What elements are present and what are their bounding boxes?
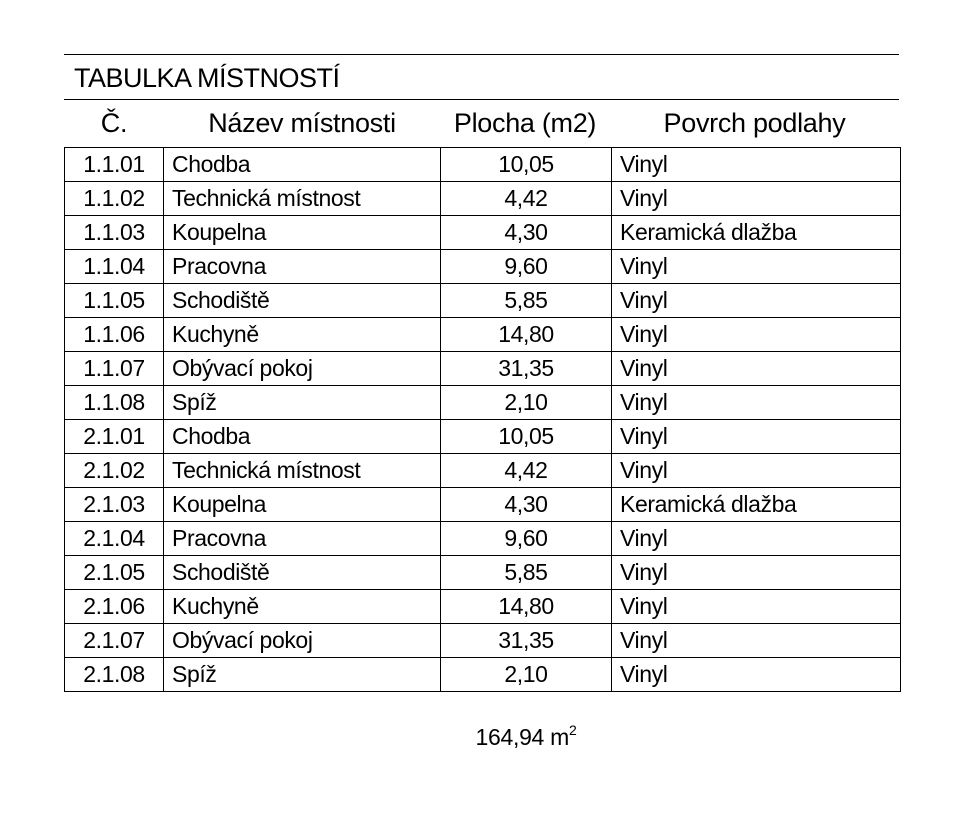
room-area-cell: 2,10	[441, 658, 612, 692]
room-floor-cell: Vinyl	[612, 284, 901, 318]
table-row	[65, 318, 901, 352]
room-area-cell: 31,35	[441, 624, 612, 658]
table-row	[65, 216, 901, 250]
header-room-name: Název místnosti	[208, 108, 396, 138]
room-floor-cell: Vinyl	[612, 590, 901, 624]
room-area-cell: 5,85	[441, 556, 612, 590]
room-floor-cell: Vinyl	[612, 148, 901, 182]
room-number-cell: 2.1.06	[65, 590, 164, 624]
room-name-cell: Kuchyně	[164, 590, 441, 624]
room-area-cell: 9,60	[441, 522, 612, 556]
room-area-cell: 4,30	[441, 216, 612, 250]
room-number-cell: 2.1.02	[65, 454, 164, 488]
room-number-cell: 2.1.05	[65, 556, 164, 590]
room-name-cell: Koupelna	[164, 216, 441, 250]
room-floor-cell: Vinyl	[612, 352, 901, 386]
table-row	[65, 420, 901, 454]
room-name-cell: Technická místnost	[164, 182, 441, 216]
room-name-cell: Obývací pokoj	[164, 352, 441, 386]
table-row	[65, 250, 901, 284]
room-area-cell: 10,05	[441, 148, 612, 182]
total-area-unit-exponent: 2	[569, 722, 577, 738]
room-area-cell: 2,10	[441, 386, 612, 420]
room-number-cell: 2.1.08	[65, 658, 164, 692]
table-row	[65, 522, 901, 556]
room-floor-cell: Vinyl	[612, 386, 901, 420]
table-row	[65, 624, 901, 658]
table-row	[65, 454, 901, 488]
table-row	[65, 182, 901, 216]
header-number: Č.	[100, 108, 128, 138]
table-title: TABULKA MÍSTNOSTÍ	[74, 63, 340, 93]
room-name-cell: Pracovna	[164, 522, 441, 556]
room-name-cell: Technická místnost	[164, 454, 441, 488]
room-area-cell: 5,85	[441, 284, 612, 318]
header-area: Plocha (m2)	[453, 108, 597, 138]
room-number-cell: 2.1.07	[65, 624, 164, 658]
room-number-cell: 1.1.06	[65, 318, 164, 352]
room-floor-cell: Vinyl	[612, 556, 901, 590]
room-number-cell: 1.1.02	[65, 182, 164, 216]
table-title-band	[64, 54, 899, 100]
room-floor-cell: Vinyl	[612, 420, 901, 454]
room-number-cell: 1.1.04	[65, 250, 164, 284]
room-area-cell: 14,80	[441, 590, 612, 624]
table-row	[65, 590, 901, 624]
room-number-cell: 1.1.01	[65, 148, 164, 182]
room-floor-cell: Vinyl	[612, 658, 901, 692]
room-name-cell: Spíž	[164, 386, 441, 420]
room-floor-cell: Vinyl	[612, 454, 901, 488]
room-floor-cell: Vinyl	[612, 318, 901, 352]
rooms-table	[64, 147, 901, 692]
total-area	[440, 724, 612, 751]
table-header-row	[64, 100, 899, 147]
room-name-cell: Pracovna	[164, 250, 441, 284]
room-name-cell: Schodiště	[164, 284, 441, 318]
room-floor-cell: Vinyl	[612, 624, 901, 658]
room-number-cell: 1.1.08	[65, 386, 164, 420]
room-number-cell: 2.1.04	[65, 522, 164, 556]
room-name-cell: Koupelna	[164, 488, 441, 522]
table-row	[65, 148, 901, 182]
room-floor-cell: Vinyl	[612, 250, 901, 284]
room-floor-cell: Keramická dlažba	[612, 216, 901, 250]
room-name-cell: Chodba	[164, 420, 441, 454]
room-number-cell: 1.1.05	[65, 284, 164, 318]
room-area-cell: 14,80	[441, 318, 612, 352]
table-row	[65, 386, 901, 420]
room-area-cell: 4,42	[441, 182, 612, 216]
room-name-cell: Obývací pokoj	[164, 624, 441, 658]
rooms-table-body	[65, 148, 901, 692]
room-floor-cell: Keramická dlažba	[612, 488, 901, 522]
room-name-cell: Chodba	[164, 148, 441, 182]
room-name-cell: Schodiště	[164, 556, 441, 590]
room-number-cell: 2.1.03	[65, 488, 164, 522]
table-row	[65, 658, 901, 692]
room-floor-cell: Vinyl	[612, 522, 901, 556]
room-name-cell: Kuchyně	[164, 318, 441, 352]
room-area-cell: 10,05	[441, 420, 612, 454]
room-number-cell: 1.1.07	[65, 352, 164, 386]
total-area-value: 164,94 m	[475, 724, 569, 750]
table-row	[65, 284, 901, 318]
room-number-cell: 2.1.01	[65, 420, 164, 454]
room-area-cell: 9,60	[441, 250, 612, 284]
table-row	[65, 352, 901, 386]
table-row	[65, 488, 901, 522]
header-floor-surface: Povrch podlahy	[663, 108, 846, 138]
room-area-cell: 31,35	[441, 352, 612, 386]
table-row	[65, 556, 901, 590]
room-area-cell: 4,42	[441, 454, 612, 488]
room-floor-cell: Vinyl	[612, 182, 901, 216]
room-area-cell: 4,30	[441, 488, 612, 522]
room-name-cell: Spíž	[164, 658, 441, 692]
room-number-cell: 1.1.03	[65, 216, 164, 250]
